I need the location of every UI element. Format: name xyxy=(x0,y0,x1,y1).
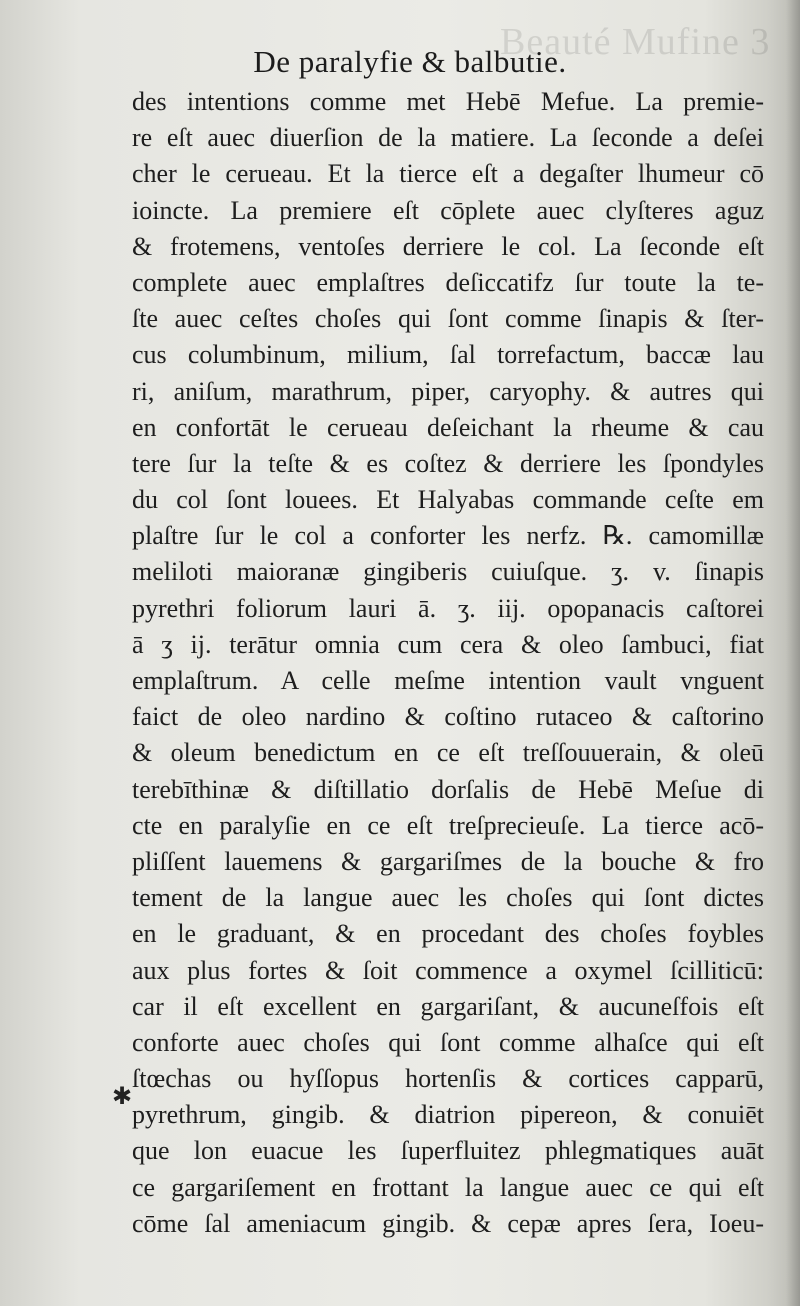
text-line: terebīthinæ & diſtillatio dorſalis de Hebē Meſue di xyxy=(132,774,764,804)
text-line: ā ʒ ij. terātur omnia cum cera & oleo ſambuci, fiat xyxy=(132,629,764,659)
text-line: cher le cerueau. Et la tierce eſt a degaſter lhumeur cō xyxy=(132,159,764,189)
text-line: en le graduant, & en procedant des choſes foybles xyxy=(132,919,764,949)
running-header xyxy=(0,44,800,80)
text-line: cus columbinum, milium, ſal torrefactum, baccæ lau xyxy=(132,340,764,370)
text-line: des intentions comme met Hebē Mefue. La premie- xyxy=(132,87,764,116)
text-line: faict de oleo nardino & coſtino rutaceo & caſtorino xyxy=(132,702,764,732)
text-line: re eſt auec diuerſion de la matiere. La ſeconde a deſei xyxy=(132,123,764,153)
body-text xyxy=(132,84,764,1242)
text-line: & oleum benedictum en ce eſt treſſouuerain, & oleū xyxy=(132,738,764,768)
text-line: du col ſont louees. Et Halyabas commande ceſte em xyxy=(132,485,764,515)
text-line: pliſſent lauemens & gargariſmes de la bouche & fro xyxy=(132,846,764,876)
text-line: conforte auec choſes qui ſont comme alhaſce qui eſt xyxy=(132,1027,764,1057)
text-line: & frotemens, ventoſes derriere le col. La ſeconde eſt xyxy=(132,231,764,261)
text-line: cte en paralyſie en ce eſt treſprecieuſe. La tierce acō- xyxy=(132,810,764,840)
text-line: tement de la langue auec les choſes qui ſont dictes xyxy=(132,883,764,913)
show-through-text: Beauté Mufine 3 xyxy=(500,21,771,63)
text-line: pyrethri foliorum lauri ā. ʒ. iij. opopanacis caſtorei xyxy=(132,593,764,623)
text-line: emplaſtrum. A celle meſme intention vault vnguent xyxy=(132,666,764,695)
text-line: ioincte. La premiere eſt cōplete auec clyſteres aguz xyxy=(132,195,764,225)
text-line: ſte auec ceſtes choſes qui ſont comme ſinapis & ſter- xyxy=(132,304,764,334)
text-line: ce gargariſement en frottant la langue auec ce qui eſt xyxy=(132,1172,764,1202)
text-line: plaſtre ſur le col a conforter les nerfz. ℞. camomillæ xyxy=(132,521,764,551)
running-header-text: De paralyfie & balbutie. xyxy=(253,44,567,79)
text-line: que lon euacue les ſuperfluitez phlegmatiques auāt xyxy=(132,1136,764,1166)
text-line: en confortāt le cerueau deſeichant la rheume & cau xyxy=(132,412,764,442)
text-line: aux plus fortes & ſoit commence a oxymel ſcilliticū: xyxy=(132,955,764,985)
text-line: complete auec emplaſtres deſiccatifz ſur toute la te- xyxy=(132,267,764,297)
text-line: tere ſur la teſte & es coſtez & derriere les ſpondyles xyxy=(132,448,764,478)
page-edge-shadow xyxy=(786,0,800,1306)
text-line: ri, aniſum, marathrum, piper, caryophy. & autres qui xyxy=(132,376,764,406)
text-line: meliloti maioranæ gingiberis cuiuſque. ʒ. v. ſinapis xyxy=(132,557,764,587)
text-line: car il eſt excellent en gargariſant, & aucuneſfois eſt xyxy=(132,991,764,1021)
text-line: cōme ſal ameniacum gingib. & cepæ apres ſera, Ioeu- xyxy=(132,1208,764,1238)
marginal-mark: ✱ xyxy=(112,1084,133,1110)
text-line: pyrethrum, gingib. & diatrion pipereon, & conuiēt xyxy=(132,1100,764,1130)
text-line: ſtœchas ou hyſſopus hortenſis & cortices capparū, xyxy=(132,1064,764,1094)
